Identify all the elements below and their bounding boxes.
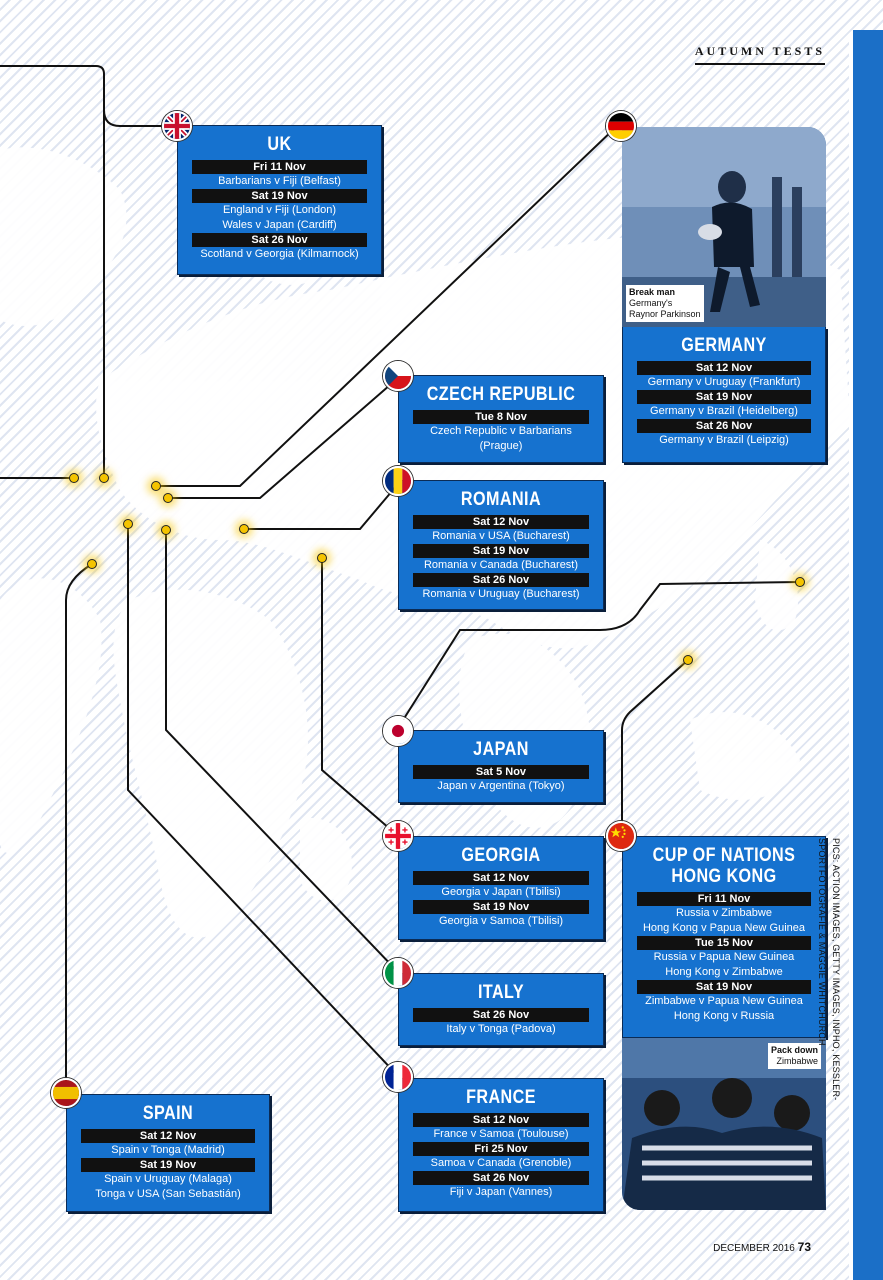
page-footer [713,1240,811,1254]
fixture-match: England v Fiji (London) [222,204,337,216]
spain-title: SPAIN [142,1103,194,1124]
italy-flag-icon [383,958,413,988]
section-header: AUTUMN TESTS [695,44,825,65]
uk-flag-icon [162,111,192,141]
fixture-match: Scotland v Georgia (Kilmarnock) [200,248,359,260]
france-flag-icon [383,1062,413,1092]
fixture-match: Russia v Papua New Guinea [653,951,795,963]
romania-title: ROMANIA [460,489,542,510]
fixture-match: Fiji v Japan (Vannes) [449,1186,553,1198]
georgia-flag-icon [383,821,413,851]
issue-date: DECEMBER 2016 [713,1243,795,1254]
fixture-date: Sat 26 Nov [413,573,589,587]
fixture-match: France v Samoa (Toulouse) [433,1128,569,1140]
location-marker [683,655,693,665]
fixture-date: Sat 19 Nov [637,980,811,994]
japan-flag-icon [383,716,413,746]
fixture-date: Tue 8 Nov [413,410,589,424]
caption-title: Pack down [771,1045,819,1055]
caption-title: Break man [629,287,676,297]
czech-flag-icon [383,361,413,391]
cup-title-line-1: CUP OF NATIONS [652,845,796,866]
fixture-date: Sat 26 Nov [192,233,367,247]
location-marker [163,493,173,503]
location-marker [99,473,109,483]
czech-fixtures-box [398,375,604,463]
fixture-match: Germany v Brazil (Heidelberg) [650,405,798,417]
fixture-date: Sat 19 Nov [637,390,811,404]
location-marker [239,524,249,534]
fixture-date: Sat 19 Nov [192,189,367,203]
fixture-date: Sat 26 Nov [413,1171,589,1185]
fixture-match: Russia v Zimbabwe [676,907,772,919]
fixture-match: Hong Kong v Papua New Guinea [642,922,806,934]
france-fixtures-box [398,1078,604,1212]
uk-fixtures-box [177,125,382,275]
fixture-match: Georgia v Samoa (Tbilisi) [438,915,564,927]
location-marker [151,481,161,491]
cup-of-nations-box [622,836,826,1038]
czech-title: CZECH REPUBLIC [426,384,576,405]
fixture-match: Samoa v Canada (Grenoble) [430,1157,572,1169]
fixture-date: Sat 12 Nov [81,1129,255,1143]
fixture-date: Tue 15 Nov [637,936,811,950]
caption-text: Zimbabwe [776,1056,819,1066]
fixture-date: Fri 11 Nov [192,160,367,174]
page-number: 73 [797,1240,811,1254]
fixture-date: Sat 19 Nov [413,544,589,558]
spain-fixtures-box [66,1094,270,1212]
fixture-match: Hong Kong v Zimbabwe [665,966,783,978]
fixture-match: Wales v Japan (Cardiff) [222,219,337,231]
cup-title-line-2: HONG KONG [671,866,777,887]
photo-credits: PICS: ACTION IMAGES, GETTY IMAGES, INPHO, KESSLER-SPORTFOTOGRAFIE & MAGGIE WHITCHURCH [817,838,841,1101]
fixture-match: Barbarians v Fiji (Belfast) [218,175,341,187]
fixture-date: Sat 19 Nov [81,1158,255,1172]
fixture-date: Sat 12 Nov [413,871,589,885]
fixture-match: Zimbabwe v Papua New Guinea [645,995,803,1007]
fixture-date: Sat 5 Nov [413,765,589,779]
fixture-date: Fri 25 Nov [413,1142,589,1156]
china-flag-icon [606,821,636,851]
fixture-match: Georgia v Japan (Tbilisi) [441,886,561,898]
cup-photo-caption [768,1043,821,1069]
location-marker [87,559,97,569]
fixture-date: Sat 26 Nov [637,419,811,433]
germany-flag-icon [606,111,636,141]
fixture-match: Romania v Uruguay (Bucharest) [422,588,580,600]
romania-fixtures-box [398,480,604,610]
side-stripe [853,30,883,1280]
germany-title: GERMANY [681,335,767,356]
location-marker [161,525,171,535]
fixture-date: Sat 26 Nov [413,1008,589,1022]
italy-title: ITALY [477,982,525,1003]
japan-fixtures-box [398,730,604,803]
fixture-match: Czech Republic v Barbarians [430,425,572,437]
georgia-title: GEORGIA [461,845,541,866]
fixture-match: Romania v USA (Bucharest) [432,530,570,542]
fixture-date: Fri 11 Nov [637,892,811,906]
fixture-match: Romania v Canada (Bucharest) [423,559,579,571]
italy-fixtures-box [398,973,604,1046]
caption-text: Germany's [629,298,673,308]
fixture-date: Sat 19 Nov [413,900,589,914]
fixture-match: Japan v Argentina (Tokyo) [437,780,565,792]
location-marker [317,553,327,563]
germany-fixtures-box [622,327,826,463]
location-marker [123,519,133,529]
spain-flag-icon [51,1078,81,1108]
fixture-date: Sat 12 Nov [413,1113,589,1127]
fixture-match: Germany v Uruguay (Frankfurt) [647,376,801,388]
france-title: FRANCE [466,1087,536,1108]
fixture-match: Hong Kong v Russia [673,1010,775,1022]
fixture-match: Spain v Tonga (Madrid) [111,1144,225,1156]
fixture-match: Tonga v USA (San Sebastián) [95,1188,241,1200]
fixture-match: Italy v Tonga (Padova) [446,1023,556,1035]
japan-title: JAPAN [473,739,529,760]
caption-text: Raynor Parkinson [629,309,701,319]
fixture-date: Sat 12 Nov [637,361,811,375]
location-marker [795,577,805,587]
uk-title: UK [267,134,292,155]
georgia-fixtures-box [398,836,604,940]
fixture-match: Spain v Uruguay (Malaga) [104,1173,232,1185]
romania-flag-icon [383,466,413,496]
germany-photo-caption [626,285,704,322]
fixture-match: Germany v Brazil (Leipzig) [659,434,789,446]
fixture-match: (Prague) [479,440,523,452]
location-marker [69,473,79,483]
fixture-date: Sat 12 Nov [413,515,589,529]
